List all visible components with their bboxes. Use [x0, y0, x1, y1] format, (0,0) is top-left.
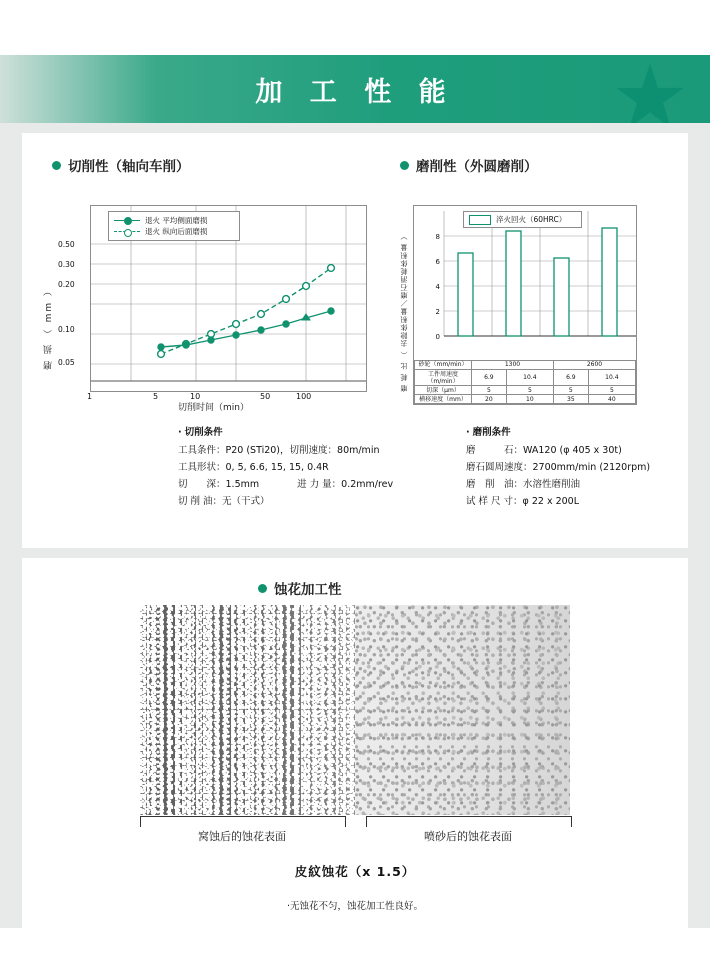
chart-cutting-ytick-0.50: 0.50: [58, 240, 75, 249]
table-cell: 2600: [553, 361, 635, 370]
cutting-conditions-title: · 切削条件: [178, 427, 223, 438]
chart-cutting-xtick-10: 10: [190, 392, 201, 401]
cutting-conditions: [178, 424, 393, 510]
etching-note: ·无蚀花不匀，蚀花加工性良好。: [286, 901, 424, 912]
svg-text:6: 6: [435, 258, 440, 266]
cutting-condition-line: 切 削 油：无（干式）: [178, 496, 270, 507]
table-cell: 10: [506, 395, 553, 404]
chart-cutting-ytick-0.20: 0.20: [58, 280, 75, 289]
table-row-header: 砂轮（mm/min）: [415, 361, 472, 370]
table-cell: 5: [553, 386, 588, 395]
table-row-header: 横移速度（mm）: [415, 395, 472, 404]
chart-grinding-table: [413, 360, 637, 405]
chart-grinding-legend: [463, 211, 582, 228]
legend-marker-open-icon: [124, 229, 132, 237]
etching-caption: 皮紋蚀花（x 1.5）: [294, 864, 416, 879]
bracket-right: [366, 816, 572, 827]
legend-item: [114, 226, 234, 237]
svg-text:2: 2: [435, 308, 440, 316]
legend-box-icon: [469, 215, 491, 225]
section-title-etching-label: 蚀花加工性: [274, 582, 342, 598]
svg-text:0: 0: [435, 333, 440, 341]
table-cell: 5: [506, 386, 553, 395]
legend-label: 淬火回火（60HRC）: [496, 215, 567, 224]
legend-label: 退火 平均侧面磨损: [145, 216, 208, 225]
table-cell: 6.9: [472, 369, 507, 386]
table-row-header: 工件周速度（m/min）: [415, 369, 472, 386]
etching-sample-image: [140, 605, 570, 815]
chart-cutting-ytick-0.10: 0.10: [58, 325, 75, 334]
table-cell: 1300: [472, 361, 554, 370]
bullet-icon: [258, 584, 267, 593]
chart-grinding: [413, 205, 637, 362]
grinding-conditions: [466, 424, 650, 510]
legend-item: [114, 215, 234, 226]
etching-left-label: 窝蚀后的蚀花表面: [198, 830, 286, 843]
grinding-condition-line: 磨石圆周速度：2700mm/min (2120rpm): [466, 462, 651, 473]
chart-cutting-ylabel: 磨 损 （ mm ）: [44, 285, 54, 370]
section-title-grinding-label: 磨削性（外圆磨削）: [416, 159, 538, 175]
chart-cutting-xtick-1: 1: [87, 392, 93, 401]
table-cell: 10.4: [588, 369, 635, 386]
top-white-margin: [0, 0, 710, 55]
chart-cutting-ytick-0.05: 0.05: [58, 358, 75, 367]
etching-right-label: 喷砂后的蚀花表面: [424, 830, 512, 843]
table-row: [415, 386, 636, 395]
table-cell: 35: [553, 395, 588, 404]
grinding-condition-line: 磨 石：WA120 (φ 405 x 30t): [466, 445, 622, 456]
cutting-condition-line: 工具条件：P20 (STi20)，切削速度：80m/min: [178, 445, 380, 456]
table-row-header: 切深（μm）: [415, 386, 472, 395]
header-divider: [0, 123, 710, 133]
table-cell: 10.4: [506, 369, 553, 386]
etching-sample-right: [355, 605, 570, 815]
svg-text:8: 8: [435, 233, 440, 241]
etching-sample-left: [140, 605, 355, 815]
section-title-grinding: [400, 155, 538, 175]
table-cell: 20: [472, 395, 507, 404]
table-cell: 40: [588, 395, 635, 404]
table-row: [415, 361, 636, 370]
legend-marker-filled-icon: [124, 217, 132, 225]
grinding-condition-line: 磨 削 油：水溶性磨削油: [466, 479, 581, 490]
chart-grinding-ylabel: 磨 耗 比 （ 去除体积量／磨石消耗体积量 ）: [400, 232, 408, 393]
chart-cutting-xtick-5: 5: [153, 392, 159, 401]
table-cell: 6.9: [553, 369, 588, 386]
etching-brackets: [140, 816, 570, 842]
chart-cutting-xlabel: 切削时间（min）: [178, 403, 249, 413]
page-header-banner: [0, 55, 710, 123]
bullet-icon: [52, 161, 61, 170]
bullet-icon: [400, 161, 409, 170]
legend-label: 退火 纵向后面磨损: [145, 227, 208, 236]
section-title-cutting: [52, 155, 190, 175]
table-row: [415, 369, 636, 386]
table-cell: 5: [588, 386, 635, 395]
svg-text:4: 4: [435, 283, 440, 291]
section-title-etching: [258, 578, 342, 598]
chart-cutting-ytick-0.30: 0.30: [58, 260, 75, 269]
table-row: [415, 395, 636, 404]
cutting-condition-line: 工具形状：0, 5, 6.6, 15, 15, 0.4R: [178, 462, 329, 473]
chart-cutting-legend: [108, 211, 240, 241]
chart-cutting-xtick-100: 100: [296, 392, 312, 401]
page-title: 加 工 性 能: [255, 76, 455, 108]
legend-line-solid-icon: [114, 220, 140, 221]
legend-line-dashed-icon: [114, 231, 140, 232]
grinding-condition-line: 试 样 尺 寸：φ 22 x 200L: [466, 496, 580, 507]
table-cell: 5: [472, 386, 507, 395]
grinding-conditions-title: · 磨削条件: [466, 427, 511, 438]
bracket-left: [140, 816, 346, 827]
cutting-condition-line: 切 深：1.5mm 进 力 量：0.2mm/rev: [178, 479, 394, 490]
chart-cutting-xtick-50: 50: [260, 392, 271, 401]
bottom-white-margin: [0, 928, 710, 956]
section-title-cutting-label: 切削性（轴向车削）: [68, 159, 190, 175]
chart-grinding-plot: [414, 206, 636, 361]
